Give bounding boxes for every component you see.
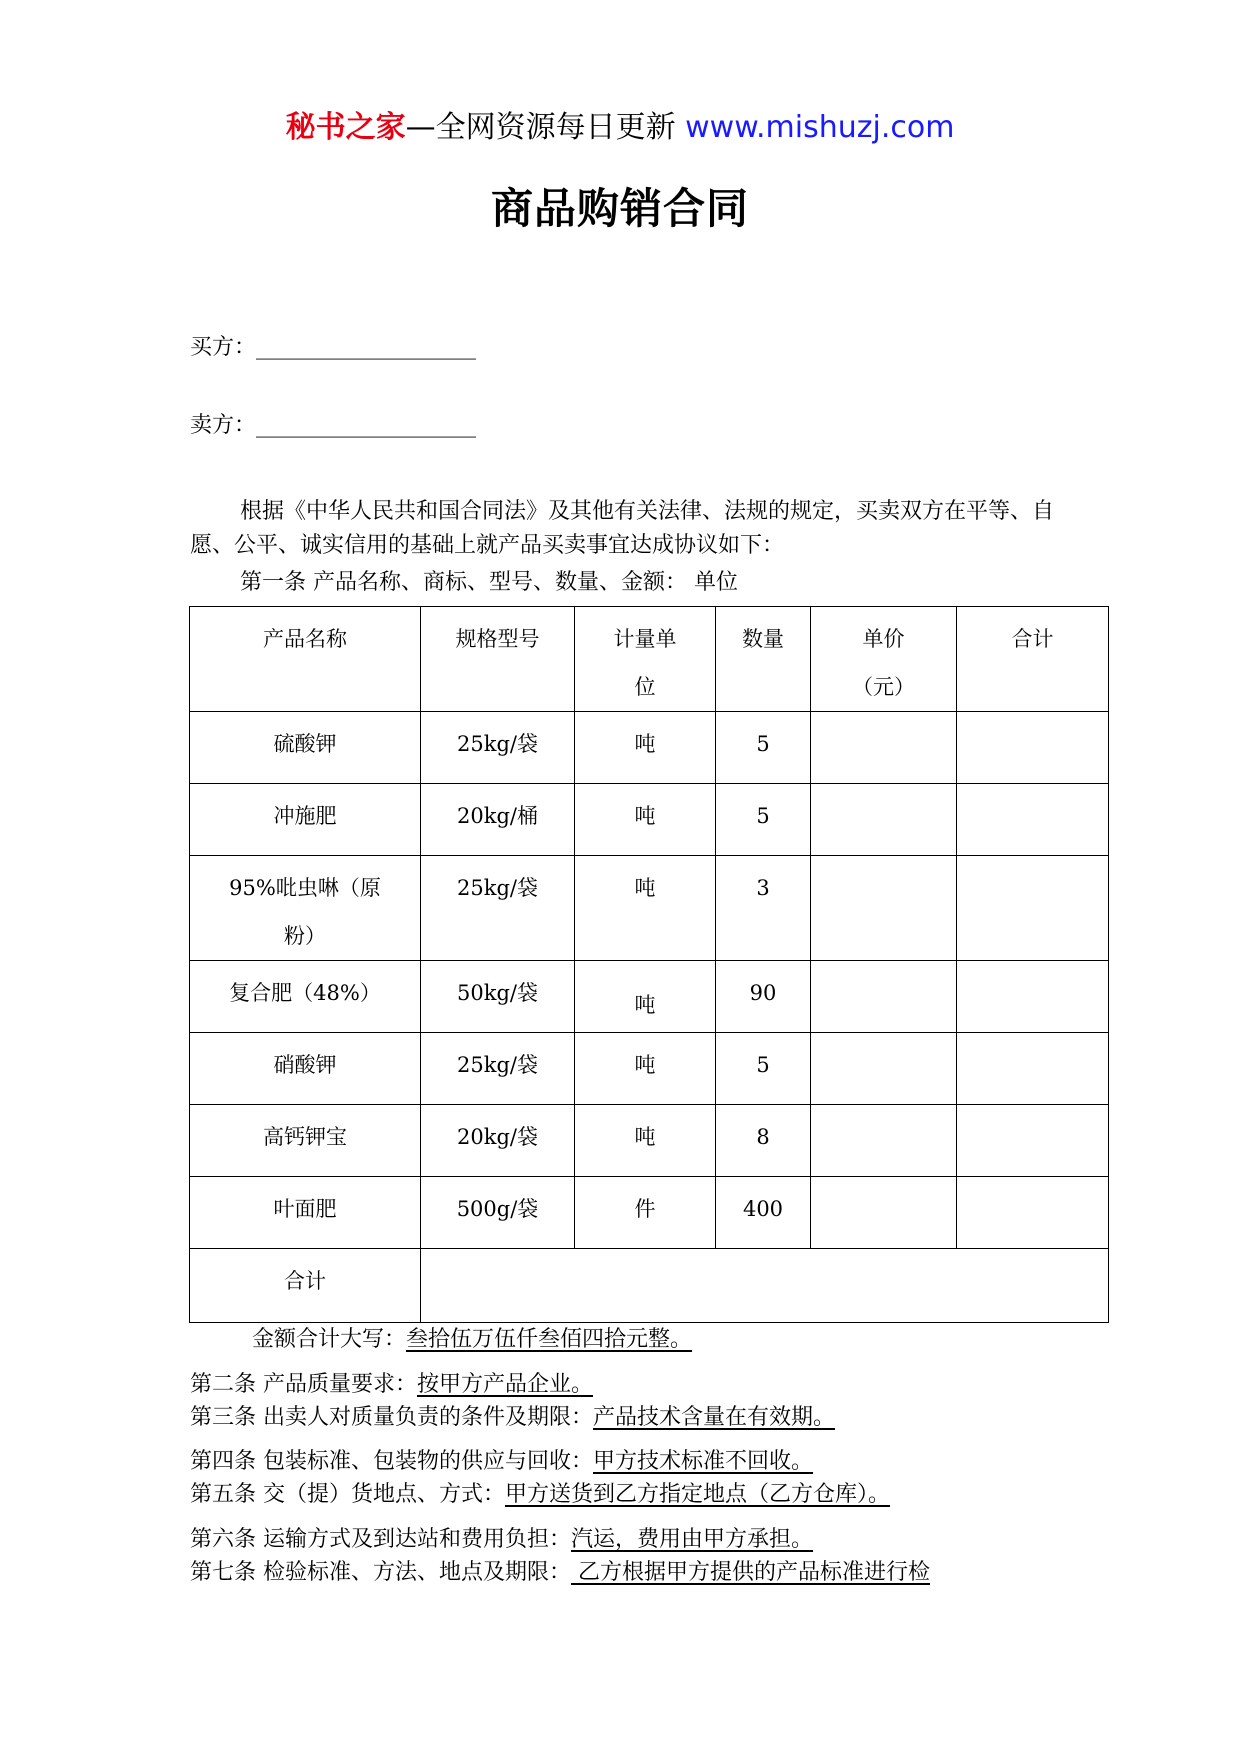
cell-qty: 5 [716, 784, 811, 856]
article-label: 第七条 检验标准、方法、地点及期限： [190, 1560, 571, 1585]
table-row [190, 1033, 1109, 1105]
seller-blank: ____________________ [256, 413, 477, 438]
cell-unit: 吨 [575, 1033, 716, 1105]
header-price-line2: （元） [852, 675, 915, 699]
document-title: 商品购销合同 [490, 184, 749, 233]
cell-unit: 吨 [575, 1105, 716, 1177]
cell-total [957, 784, 1109, 856]
total-label: 合计 [190, 1249, 421, 1323]
cell-spec: 25kg/袋 [421, 712, 575, 784]
article-4 [190, 1444, 813, 1475]
cell-price [811, 1177, 957, 1249]
article-label: 第二条 产品质量要求： [190, 1372, 417, 1397]
header-cell [811, 607, 957, 712]
cell-unit: 件 [575, 1177, 716, 1249]
cell-name: 叶面肥 [190, 1177, 421, 1249]
article-1: 第一条 产品名称、商标、型号、数量、金额： 单位 [240, 570, 738, 595]
header-qty: 数量 [742, 627, 784, 651]
cell-unit: 吨 [575, 856, 716, 961]
header-cell [421, 607, 575, 712]
seller-line [190, 408, 476, 439]
header-total: 合计 [1011, 627, 1054, 651]
cell-price [811, 1033, 957, 1105]
cell-total [957, 712, 1109, 784]
cell-spec: 25kg/袋 [421, 856, 575, 961]
cell-total [957, 856, 1109, 961]
cell-spec: 20kg/桶 [421, 784, 575, 856]
cell-unit: 吨 [575, 784, 716, 856]
article-value: 按甲方产品企业。 [417, 1372, 594, 1397]
cell-name-text: 95%吡虫啉（原粉） [229, 876, 381, 948]
cell-qty: 8 [716, 1105, 811, 1177]
cell-qty: 5 [716, 1033, 811, 1105]
seller-label: 卖方： [190, 413, 257, 438]
cell-price [811, 784, 957, 856]
cell-total [957, 961, 1109, 1033]
cell-name: 复合肥（48%） [190, 961, 421, 1033]
buyer-blank: ____________________ [256, 335, 477, 360]
cell-qty: 3 [716, 856, 811, 961]
cell-price [811, 1105, 957, 1177]
header-unit-line1: 计量单 [613, 627, 677, 651]
total-value [421, 1249, 1109, 1323]
table-row [190, 712, 1109, 784]
article-5 [190, 1477, 890, 1508]
cell-qty: 90 [716, 961, 811, 1033]
table-row [190, 856, 1109, 961]
cell-price [811, 856, 957, 961]
amount-label: 金额合计大写： [252, 1327, 407, 1352]
cell-unit: 吨 [575, 712, 716, 784]
article-2 [190, 1367, 593, 1398]
header-cell [575, 607, 716, 712]
cell-name: 高钙钾宝 [190, 1105, 421, 1177]
article-7 [190, 1555, 930, 1586]
cell-spec: 20kg/袋 [421, 1105, 575, 1177]
header-cell [716, 607, 811, 712]
header-cell [957, 607, 1109, 712]
cell-qty: 5 [716, 712, 811, 784]
cell-total [957, 1177, 1109, 1249]
cell-spec: 50kg/袋 [421, 961, 575, 1033]
cell-price [811, 712, 957, 784]
cell-spec: 500g/袋 [421, 1177, 575, 1249]
cell-unit: 吨 [575, 961, 716, 1033]
buyer-line [190, 330, 476, 361]
header-name: 产品名称 [263, 627, 347, 651]
intro-paragraph: 根据《中华人民共和国合同法》及其他有关法律、法规的规定，买卖双方在平等、自愿、公平、诚实信用的基础上就产品买卖事宜达成协议如下： [190, 499, 1055, 558]
article-value: 乙方根据甲方提供的产品标准进行检 [571, 1560, 930, 1585]
cell-price [811, 961, 957, 1033]
cell-total [957, 1033, 1109, 1105]
banner-url-link[interactable]: www.mishuzj.com [685, 110, 955, 145]
table-total-row [190, 1249, 1109, 1323]
header-cell [190, 607, 421, 712]
cell-name: 硝酸钾 [190, 1033, 421, 1105]
article-value: 甲方技术标准不回收。 [593, 1449, 814, 1474]
article-label: 第五条 交（提）货地点、方式： [190, 1482, 505, 1507]
header-spec: 规格型号 [455, 627, 540, 651]
table-row [190, 1177, 1109, 1249]
cell-name: 冲施肥 [190, 784, 421, 856]
cell-qty: 400 [716, 1177, 811, 1249]
table-header-row [190, 607, 1109, 712]
article-value: 产品技术含量在有效期。 [593, 1405, 836, 1430]
article-value: 汽运，费用由甲方承担。 [571, 1527, 814, 1552]
amount-value: 叁拾伍万伍仟叁佰四拾元整。 [406, 1327, 693, 1352]
article-label: 第三条 出卖人对质量负责的条件及期限： [190, 1405, 593, 1430]
goods-table [189, 606, 1109, 1323]
site-banner [0, 102, 1240, 146]
cell-spec: 25kg/袋 [421, 1033, 575, 1105]
article-label: 第四条 包装标准、包装物的供应与回收： [190, 1449, 593, 1474]
article-value: 甲方送货到乙方指定地点（乙方仓库）。 [505, 1482, 891, 1507]
buyer-label: 买方： [190, 335, 257, 360]
cell-name: 硫酸钾 [190, 712, 421, 784]
banner-brand: 秘书之家 [285, 110, 406, 145]
table-row [190, 1105, 1109, 1177]
header-unit-line2: 位 [634, 675, 656, 699]
table-row [190, 784, 1109, 856]
table-row [190, 961, 1109, 1033]
banner-slogan: —全网资源每日更新 [405, 110, 676, 145]
article-3 [190, 1400, 835, 1431]
article-6 [190, 1522, 813, 1553]
cell-total [957, 1105, 1109, 1177]
cell-name [190, 856, 421, 961]
article-label: 第六条 运输方式及到达站和费用负担： [190, 1527, 571, 1552]
header-price-line1: 单价 [862, 627, 905, 651]
amount-line [252, 1322, 692, 1353]
